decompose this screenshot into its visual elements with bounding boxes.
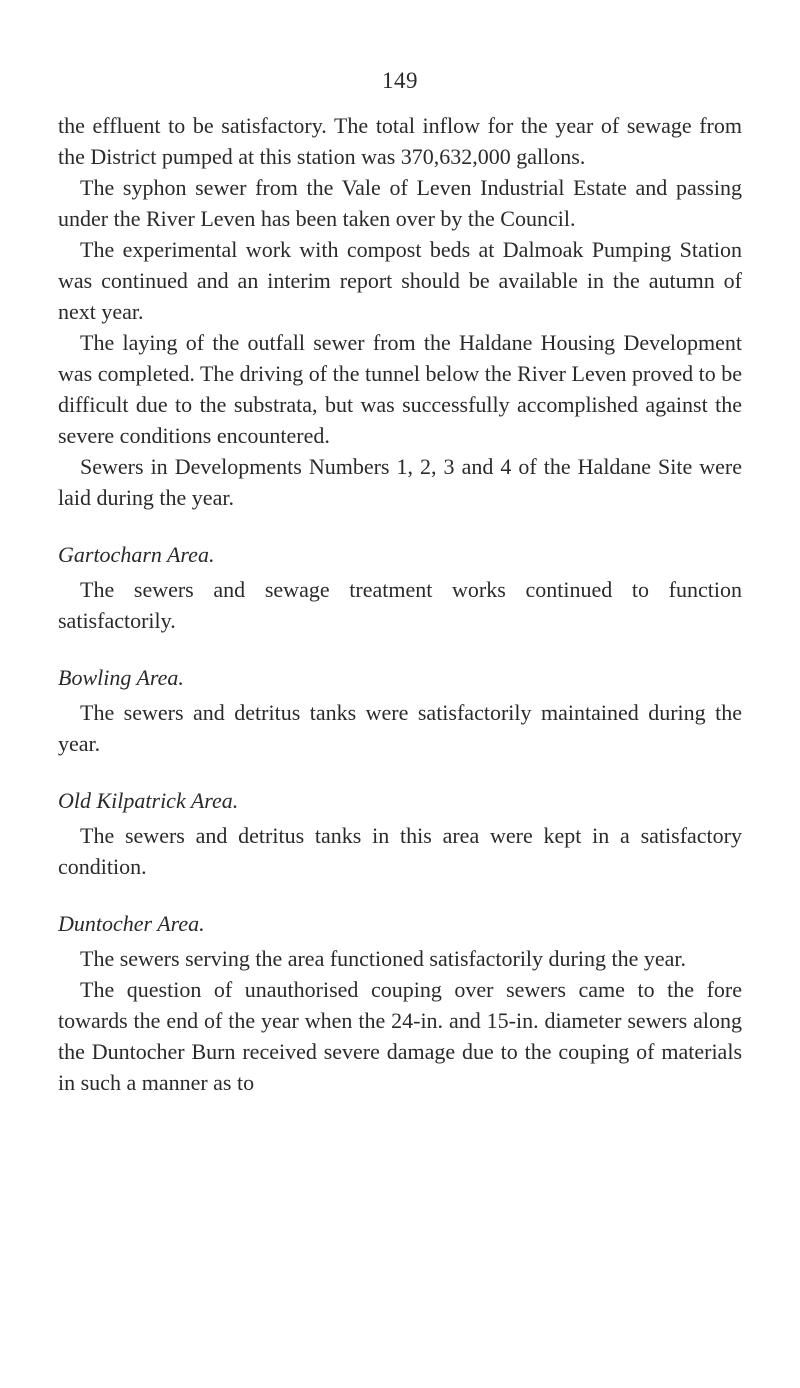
paragraph: The question of unauthorised couping over sewers came to the fore towards the end of the year when the 24-in. and 15-in. diameter sewers along the Duntocher Burn received severe damage due to the couping of materials in such a manner as to [58,977,742,1095]
body-text [58,110,742,1098]
page-number: 149 [382,68,418,93]
paragraph: The sewers and detritus tanks were satisfactorily maintained during the year. [58,700,742,756]
paragraph: The syphon sewer from the Vale of Leven Industrial Estate and passing under the River Leven has been taken over by the Council. [58,175,742,231]
paragraph: The sewers and sewage treatment works continued to function satisfactorily. [58,577,742,633]
paragraph: The sewers serving the area functioned satisfactorily during the year. [80,946,686,971]
paragraph: the effluent to be satisfactory. The total inflow for the year of sewage from the District pumped at this station was 370,632,000 gallons. [58,113,742,169]
section-heading: Gartocharn Area. [58,542,215,567]
paragraph: The experimental work with compost beds at Dalmoak Pumping Station was continued and an interim report should be available in the autumn of next year. [58,237,742,324]
paragraph: The laying of the outfall sewer from the Haldane Housing Development was completed. The driving of the tunnel below the River Leven proved to be difficult due to the substrata, but was successfully accomplished against the severe conditions encountered. [58,330,742,448]
section-heading: Duntocher Area. [58,911,205,936]
section-heading: Old Kilpatrick Area. [58,788,239,813]
paragraph: Sewers in Developments Numbers 1, 2, 3 and 4 of the Haldane Site were laid during the year. [58,454,742,510]
paragraph: The sewers and detritus tanks in this area were kept in a satisfactory condition. [58,823,742,879]
section-heading: Bowling Area. [58,665,184,690]
